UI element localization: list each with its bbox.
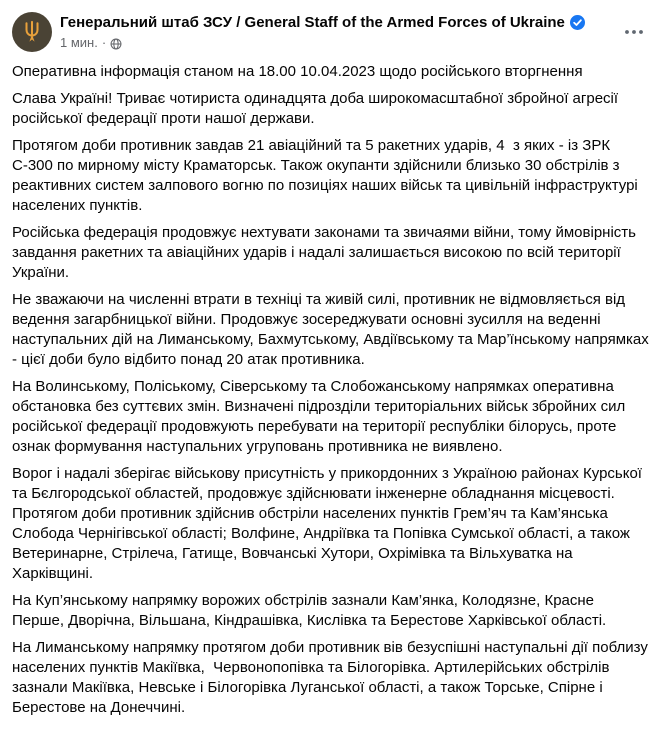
page-name-row [60,13,616,32]
post-paragraph: Не зважаючи на численні втрати в техніці та живій силі, противник не відмовляється від ведення загарбницької війни. Продовжує зосереджувати основні зусилля на веденні наступальних дій на Лиманському, Бахмутському, Авдіївському та Мар’їнському напрямках - цієї доби було відбито понад 20 атак противника. [12,291,653,368]
trident-icon [21,20,43,44]
post-header-text [60,12,616,51]
meta-separator: · [101,35,107,50]
globe-icon [110,38,122,50]
post-paragraph: Протягом доби противник завдав 21 авіаційний та 5 ракетних ударів, 4 з яких - із ЗРК С-300 по мирному місту Краматорськ. Також окупанти здійснили близько 30 обстрілів з реактивних систем залпового вогню по позиціях наших військ та цивільній інфраструктурі населених пунктів. [12,137,642,214]
post-paragraph: На Волинському, Поліському, Сіверському та Слобожанському напрямках оперативна обстановка без суттєвих змін. Визначені підрозділи територіальних військ збройних сил російської федерації продовжують перебувати на території республіки білорусь, проте ознак формування наступальних угруповань противника не виявлено. [12,378,630,455]
post-paragraph: Оперативна інформація станом на 18.00 10.04.2023 щодо російського вторгнення [12,63,583,80]
page-avatar[interactable] [12,12,52,52]
verified-badge-icon [570,15,585,30]
post-paragraph: Слава Україні! Триває чотириста одинадцята доба широкомасштабної збройної агресії російської федерації проти нашої держави. [12,90,623,127]
post-options-button[interactable] [616,18,652,46]
post-header [12,12,654,52]
post-text [12,62,654,718]
post-meta-row [60,35,616,51]
post-timestamp[interactable]: 1 мин. [60,35,98,50]
post-paragraph: На Лиманському напрямку протягом доби противник вів безуспішні наступальні дії поблизу населених пунктів Макіївка, Червонопопівка та Білогорівка. Артилерійських обстрілів зазнали Макіївка, Невське і Білогорівка Луганської області, а також Торське, Спірне і Берестове на Донеччині. [12,639,653,716]
post-paragraph: Ворог і надалі зберігає військову присутність у прикордонних з Україною районах Курської та Бєлгородської областей, продовжує здійснювати інженерне обладнання місцевості. Протягом доби противник здійснив обстріли населених пунктів Грем’яч та Кам’янська Слобода Чернігівської області; Волфине, Андріївка та Попівка Сумської області, а також Ветеринарне, Стрілеча, Гатище, Вовчанські Хутори, Охрімівка та Вільхуватка на Харківщині. [12,465,647,582]
post-paragraph: На Куп’янському напрямку ворожих обстрілів зазнали Кам’янка, Колодязне, Красне Перше, Дворічна, Вільшана, Кіндрашівка, Кислівка та Берестове Харківської області. [12,592,607,629]
post-paragraph: Російська федерація продовжує нехтувати законами та звичаями війни, тому ймовірність завдання ракетних та авіаційних ударів і надалі залишається високою по всій території України. [12,224,641,281]
page-name-link[interactable]: Генеральний штаб ЗСУ / General Staff of the Armed Forces of Ukraine [60,14,565,31]
more-options-icon [624,29,644,35]
